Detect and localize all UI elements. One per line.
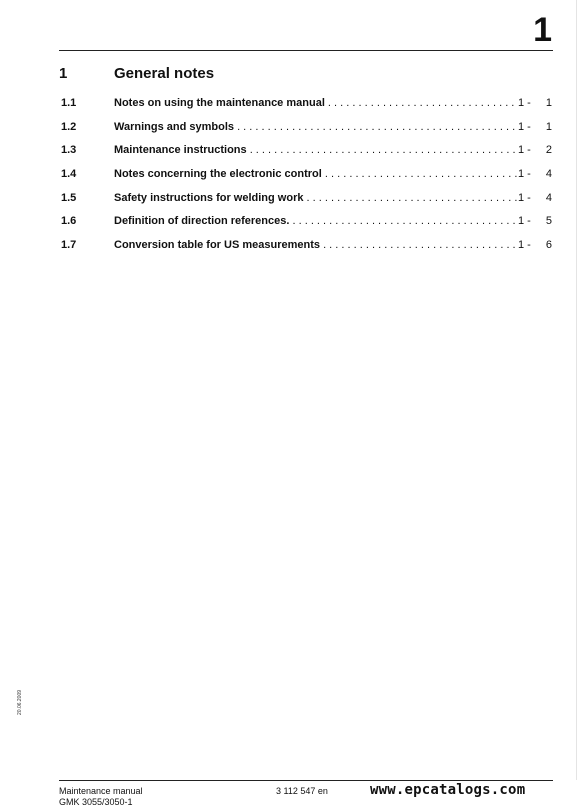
toc-entry[interactable] <box>0 213 582 237</box>
toc-entry-chapter: 1 - <box>518 213 531 229</box>
toc-entry[interactable] <box>0 95 582 119</box>
toc-entry-page: 5 <box>545 215 552 228</box>
chapter-heading <box>0 63 582 85</box>
toc-entry-page: 2 <box>545 144 552 157</box>
toc-entry-page: 1 <box>545 120 552 133</box>
toc-entry-title: Warnings and symbols . . . <box>114 119 518 135</box>
footer-manual-label: Maintenance manual <box>59 786 143 796</box>
footer-document-number: 3 112 547 en <box>276 786 328 796</box>
footer-rule <box>59 780 553 781</box>
toc-entry-title: Conversion table for US measurements . . . <box>114 237 518 253</box>
toc-entry-chapter: 1 - <box>518 190 531 206</box>
toc-entry[interactable] <box>0 190 582 214</box>
toc-entry-number: 1.1 <box>61 97 77 109</box>
toc-entry[interactable] <box>0 119 582 143</box>
toc-entry-page: 6 <box>545 239 552 252</box>
toc-entry-chapter: 1 - <box>518 119 531 135</box>
chapter-number: 1 <box>533 11 552 49</box>
toc-entry-chapter: 1 - <box>518 237 531 253</box>
toc-entry-page: 1 <box>545 97 552 109</box>
toc-entry-page: 4 <box>545 168 552 181</box>
toc-entry-title: Maintenance instructions . . . <box>114 142 518 158</box>
table-of-contents <box>0 95 582 261</box>
toc-entry-title: Safety instructions for welding work . . . <box>114 190 518 206</box>
toc-entry[interactable] <box>0 166 582 190</box>
chapter-heading-number: 1 <box>59 65 68 82</box>
watermark-link[interactable]: www.epcatalogs.com <box>370 782 526 798</box>
toc-entry-number: 1.7 <box>61 239 77 252</box>
toc-entry-chapter: 1 - <box>518 166 531 182</box>
toc-entry-chapter: 1 - <box>518 95 531 111</box>
toc-entry-title: Notes concerning the electronic control . . . <box>114 166 518 182</box>
header-rule <box>59 50 553 51</box>
chapter-heading-title: General notes <box>114 65 215 82</box>
toc-entry[interactable] <box>0 142 582 166</box>
toc-entry-number: 1.2 <box>61 120 77 133</box>
footer-model-label: GMK 3055/3050-1 <box>59 797 133 807</box>
toc-entry-title: Notes on using the maintenance manual . . . <box>114 95 518 111</box>
toc-entry[interactable] <box>0 237 582 261</box>
toc-entry-number: 1.5 <box>61 191 77 204</box>
toc-entry-title: Definition of direction references. . . . <box>114 213 518 229</box>
toc-entry-chapter: 1 - <box>518 142 531 158</box>
side-date-stamp: 20.06.2009 <box>17 689 23 715</box>
toc-entry-number: 1.4 <box>61 168 77 181</box>
toc-entry-number: 1.3 <box>61 144 77 157</box>
toc-entry-page: 4 <box>545 191 552 204</box>
toc-entry-number: 1.6 <box>61 215 77 228</box>
